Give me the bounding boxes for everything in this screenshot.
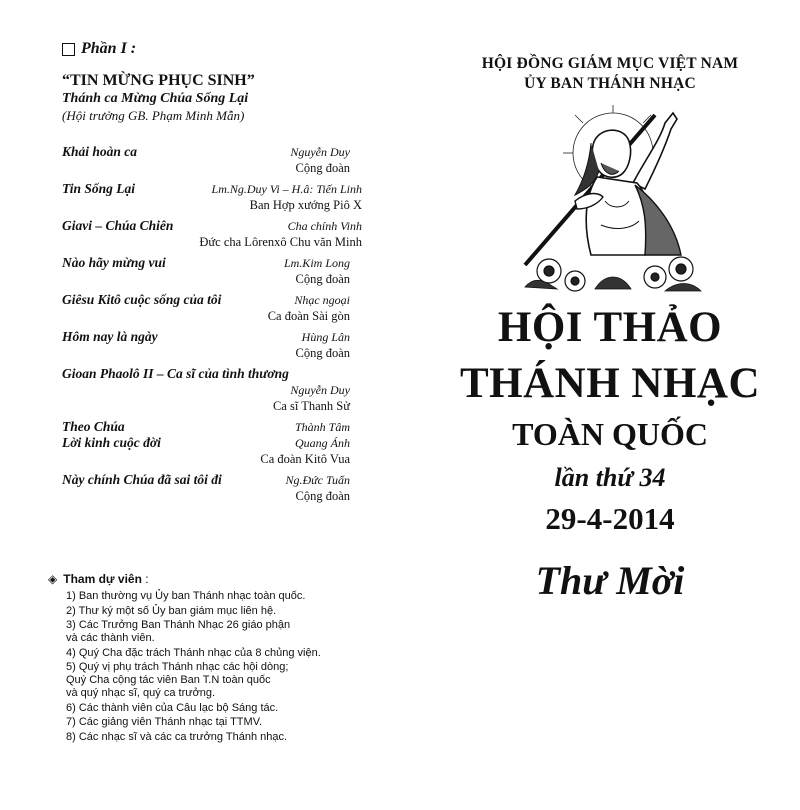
song-item <box>62 472 362 504</box>
program-section <box>62 40 362 509</box>
song-item <box>62 329 362 361</box>
song-author: Hùng Lân <box>301 330 350 344</box>
song-title: Này chính Chúa đã sai tôi đi <box>62 472 222 487</box>
song-performer: Ban Hợp xướng Piô X <box>249 198 362 212</box>
risen-christ-illustration <box>505 105 715 295</box>
title-line-1: HỘI THẢO <box>497 304 723 351</box>
checkbox-icon <box>62 43 75 56</box>
attendee-item: 1) Ban thường vụ Ủy ban Thánh nhạc toàn quốc. <box>66 590 306 602</box>
title-line-3: TOÀN QUỐC <box>512 415 708 452</box>
attendee-list <box>66 590 368 744</box>
song-item <box>62 144 362 176</box>
song-item <box>62 419 362 435</box>
song-title: Hôm nay là ngày <box>62 329 158 344</box>
song-performer: Cộng đoàn <box>295 489 350 503</box>
song-item <box>62 366 362 414</box>
song-item <box>62 255 362 287</box>
song-author: Nhạc ngoại <box>294 293 350 307</box>
song-performer: Ca sĩ Thanh Sử <box>272 399 350 413</box>
song-performer: Đức cha Lôrenxô Chu văn Minh <box>199 235 362 249</box>
song-performer: Ca đoàn Kitô Vua <box>260 452 350 466</box>
song-performer: Ca đoàn Sài gòn <box>267 309 350 323</box>
song-author: Lm.Kim Long <box>283 256 350 270</box>
program-title: “TIN MỪNG PHỤC SINH” <box>62 72 255 89</box>
attendee-heading-label: Tham dự viên <box>63 572 142 586</box>
song-author: Nguyễn Duy <box>290 145 350 159</box>
song-author: Quang Ánh <box>295 436 350 450</box>
attendee-item: 8) Các nhạc sĩ và các ca trưởng Thánh nhạc. <box>66 730 288 743</box>
song-performer: Cộng đoàn <box>295 272 350 286</box>
attendee-item: 2) Thư ký một số Ủy ban giám mục liên hệ. <box>66 604 277 617</box>
song-item <box>62 181 362 213</box>
program-subtitle: Thánh ca Mừng Chúa Sống Lại <box>62 91 249 106</box>
event-date: 29-4-2014 <box>545 500 675 536</box>
song-title: Khải hoàn ca <box>62 144 138 159</box>
attendee-heading <box>48 572 368 586</box>
song-item <box>62 218 362 250</box>
song-title: Tin Sống Lại <box>62 181 136 196</box>
song-performer: Cộng đoàn <box>295 161 350 175</box>
part-label: Phần I : <box>81 40 137 57</box>
song-item <box>62 292 362 324</box>
attendee-item: 5) Quý vị phụ trách Thánh nhạc các hội dòng; Quý Cha cộng tác viên Ban T.N toàn quốc và quý nhạc sĩ, quý ca trưởng. <box>66 661 289 699</box>
attendee-item: 4) Quý Cha đặc trách Thánh nhạc của 8 chủng viện. <box>66 646 321 659</box>
song-title: Nào hãy mừng vui <box>62 255 166 270</box>
attendee-section <box>48 572 368 745</box>
song-author: Thành Tâm <box>294 420 350 434</box>
cover-section <box>420 55 800 604</box>
attendee-heading-colon: : <box>141 572 149 586</box>
song-title: Gioan Phaolô II – Ca sĩ của tình thương <box>62 366 289 381</box>
song-title: Giavi – Chúa Chiên <box>62 218 174 233</box>
program-host: (Hội trưởng GB. Phạm Minh Mẫn) <box>62 108 245 123</box>
song-title: Lời kinh cuộc đời <box>62 435 161 450</box>
organization-line-2: ỦY BAN THÁNH NHẠC <box>524 75 696 92</box>
organization-line-1: HỘI ĐỒNG GIÁM MỤC VIỆT NAM <box>481 55 739 72</box>
song-item <box>62 435 362 467</box>
part-heading <box>62 40 362 58</box>
edition-label: lần thứ 34 <box>554 462 666 492</box>
song-author: Nguyễn Duy <box>290 383 350 397</box>
song-title: Giêsu Kitô cuộc sống của tôi <box>62 292 222 307</box>
attendee-item: 6) Các thành viên của Câu lạc bộ Sáng tác. <box>66 701 279 714</box>
song-author: Ng.Đức Tuấn <box>285 473 350 487</box>
attendee-item: 7) Các giảng viên Thánh nhạc tại TTMV. <box>66 716 263 728</box>
attendee-item: 3) Các Trưởng Ban Thánh Nhạc 26 giáo phận và các thành viên. <box>66 619 291 644</box>
song-list <box>62 144 362 504</box>
song-title: Theo Chúa <box>62 419 125 434</box>
song-performer: Cộng đoàn <box>295 346 350 360</box>
diamond-bullet-icon: ◈ <box>48 572 58 586</box>
title-line-2: THÁNH NHẠC <box>459 360 761 408</box>
song-author: Cha chính Vinh <box>287 219 362 233</box>
invitation-title: Thư Mời <box>535 557 685 603</box>
song-author: Lm.Ng.Duy Vi – H.â: Tiến Linh <box>211 182 362 196</box>
